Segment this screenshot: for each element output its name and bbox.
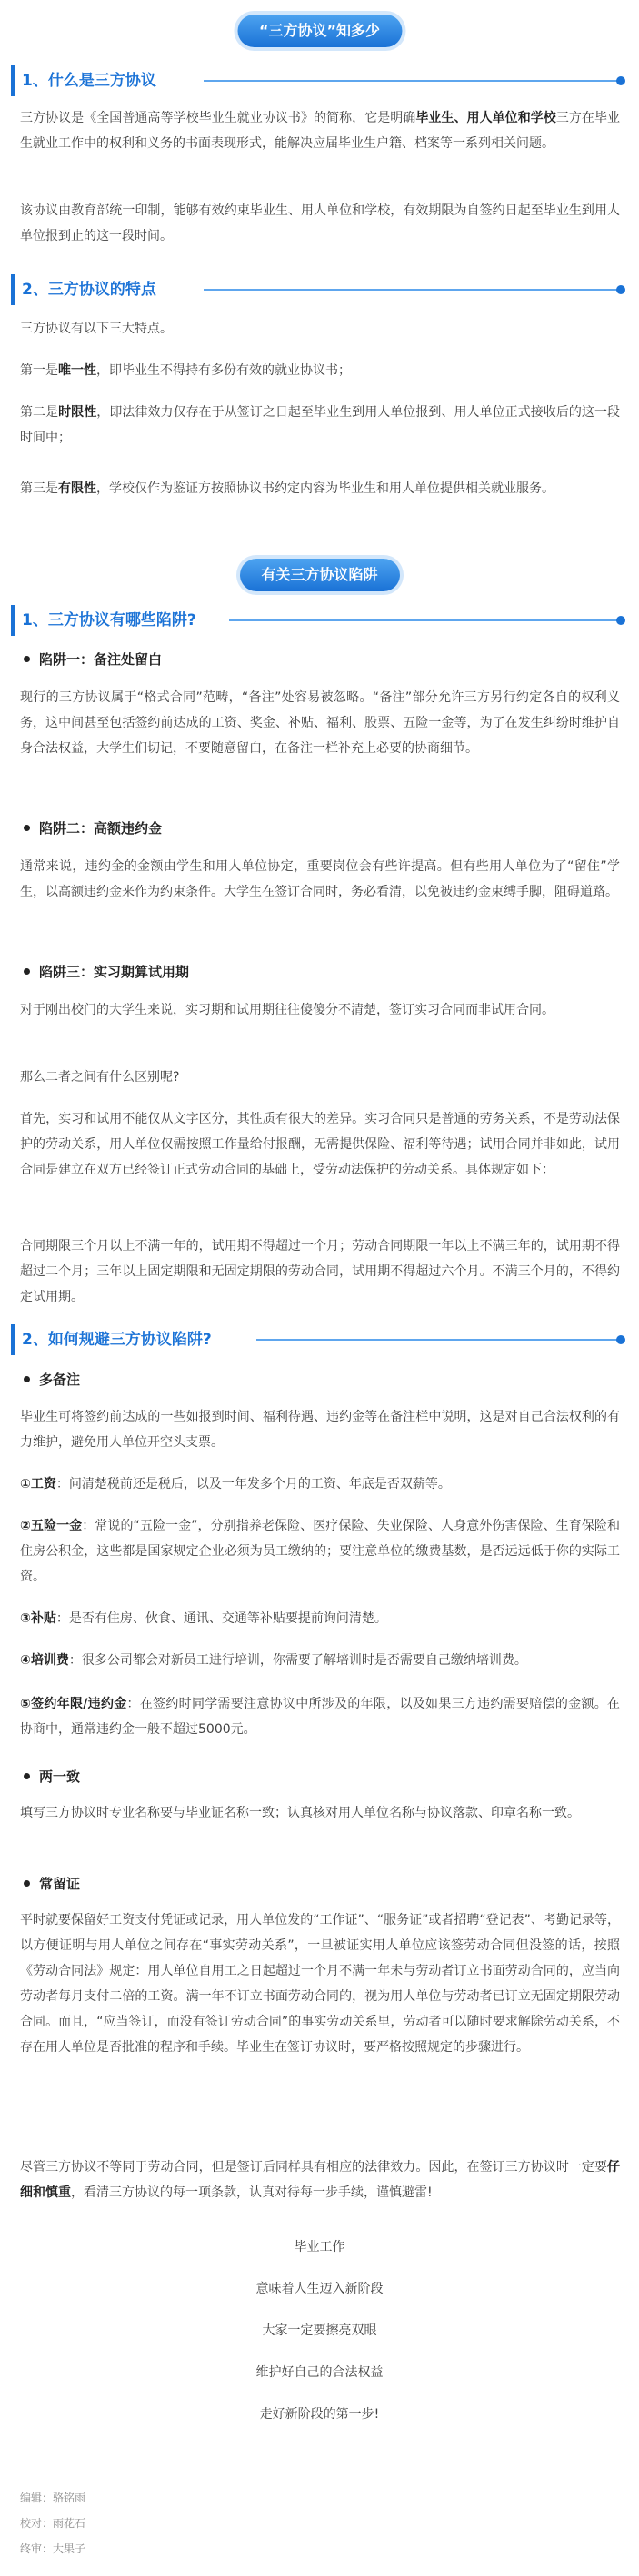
bullet-icon bbox=[24, 968, 30, 975]
paragraph: 三方协议有以下三大特点。 bbox=[20, 322, 173, 336]
bullet-icon bbox=[24, 825, 30, 831]
item-contract-term: ⑤签约年限/违约金：在签约时同学需要注意协议中所涉及的年限，以及如果三方违约需要赔偿的金额。在协商中，通常违约金一般不超过5000元。 bbox=[20, 1697, 621, 1737]
outro-line: 大家一定要擦亮双眼 bbox=[262, 2323, 377, 2338]
item-training: ④培训费：很多公司都会对新员工进行培训，你需要了解培训时是否需要自己缴纳培训费。 bbox=[20, 1653, 527, 1668]
paragraph: 对于刚出校门的大学生来说，实习期和试用期往往傻傻分不清楚，签订实习合同而非试用合同。 bbox=[20, 1003, 554, 1017]
outro-line: 意味着人生迈入新阶段 bbox=[255, 2282, 384, 2296]
paragraph: 合同期限三个月以上不满一年的，试用期不得超过一个月；劳动合同期限一年以上不满三年的，试用期不得超过二个月；三年以上固定期限和无固定期限的劳动合同，试用期不得超过六个月。不满三个月的，不得约定试用期。 bbox=[20, 1239, 620, 1304]
item-salary: ①工资：问清楚税前还是税后，以及一年发多个月的工资、年底是否双薪等。 bbox=[20, 1477, 451, 1491]
section-dot bbox=[616, 285, 625, 294]
paragraph: 三方协议是《全国普通高等学校毕业生就业协议书》的简称，它是明确毕业生、用人单位和学校三方在毕业生就业工作中的权利和义务的书面表现形式，能解决应届毕业生户籍、档案等一系列相关问题。 bbox=[20, 111, 621, 151]
bullet-icon bbox=[24, 1880, 30, 1887]
feature-time-limit: 第二是时限性，即法律效力仅存在于从签订之日起至毕业生到用人单位报到、用人单位正式接收后的这一段时间中； bbox=[20, 405, 621, 445]
paragraph: 毕业生可将签约前达成的一些如报到时间、福利待遇、违约金等在备注栏中说明，这是对自己合法权利的有力维护，避免用人单位开空头支票。 bbox=[20, 1410, 620, 1450]
closing-paragraph: 尽管三方协议不等同于劳动合同，但是签订后同样具有相应的法律效力。因此，在签订三方协议时一定要仔细和慎重，看清三方协议的每一项条款，认真对待每一步手续，谨慎避雷! bbox=[20, 2160, 620, 2200]
section-header-avoid bbox=[11, 1324, 631, 1355]
outro-line: 维护好自己的合法权益 bbox=[255, 2365, 384, 2380]
section-header-what-is bbox=[11, 65, 631, 96]
credit-proofreader: 校对：雨花石 bbox=[20, 2517, 86, 2530]
feature-uniqueness: 第一是唯一性，即毕业生不得持有多份有效的就业协议书； bbox=[20, 363, 351, 378]
section-dot bbox=[616, 1335, 625, 1344]
bullet-icon bbox=[24, 656, 30, 662]
feature-limitation: 第三是有限性，学校仅作为鉴证方按照协议书约定内容为毕业生和用人单位提供相关就业服务。 bbox=[20, 481, 554, 496]
section-bar bbox=[11, 274, 15, 305]
paragraph: 平时就要保留好工资支付凭证或记录，用人单位发的“工作证”、“服务证”或者招聘“登记表”、考勤记录等，以方便证明与用人单位之间存在“事实劳动关系”，一旦被证实用人单位应该签劳动合同但没签的话，按照《劳动合同法》规定：用人单位自用工之日起超过一个月不满一年未与劳动者订立书面劳动合同的，应当向劳动者每月支付二倍的工资。满一年不订立书面劳动合同的，视为用人单位与劳动者已订立无固定期限劳动合同。而且，“应当签订，而没有签订劳动合同”的事实劳动关系里，劳动者可以随时要求解除劳动关系，不存在用人单位是否批准的程序和手续。毕业生在签订协议时，要严格按照规定的步骤进行。 bbox=[20, 1913, 620, 2055]
section-line bbox=[256, 1339, 620, 1341]
traps-banner: 有关三方协议陷阱 bbox=[239, 559, 399, 591]
title-banner: “三方协议”知多少 bbox=[237, 15, 402, 47]
bullet-icon bbox=[24, 1376, 30, 1382]
section-header-features bbox=[11, 274, 631, 305]
section-title: 2、如何规避三方协议陷阱? bbox=[22, 1331, 212, 1349]
section-dot bbox=[616, 76, 625, 85]
section-line bbox=[204, 80, 620, 82]
section-bar bbox=[11, 65, 15, 96]
section-line bbox=[229, 619, 620, 621]
section-bar bbox=[11, 605, 15, 636]
paragraph: 首先，实习和试用不能仅从文字区分，其性质有很大的差异。实习合同只是普通的劳务关系，不是劳动法保护的劳动关系，用人单位仅需按照工作量给付报酬，无需提供保险、福利等待遇；试用合同并非如此，试用合同是建立在双方已经签订正式劳动合同的基础上，受劳动法保护的劳动关系。具体规定如下： bbox=[20, 1112, 620, 1177]
paragraph: 现行的三方协议属于“格式合同”范畴，“备注”处容易被忽略。“备注”部分允许三方另行约定各自的权利义务，这中间甚至包括签约前达成的工资、奖金、补贴、福利、股票、五险一金等，为了在发生纠纷时维护自身合法权益，大学生们切记，不要随意留白，在备注一栏补充上必要的协商细节。 bbox=[20, 690, 620, 756]
section-title: 1、三方协议有哪些陷阱? bbox=[22, 611, 196, 629]
tip-remarks-title: 多备注 bbox=[20, 1367, 620, 1392]
trap-1-title: 陷阱一：备注处留白 bbox=[20, 647, 620, 672]
outro-line: 毕业工作 bbox=[294, 2240, 345, 2254]
paragraph: 填写三方协议时专业名称要与毕业证名称一致；认真核对用人单位名称与协议落款、印章名称一致。 bbox=[20, 1806, 580, 1820]
credit-final-review: 终审：大果子 bbox=[20, 2542, 86, 2555]
tip-evidence-title: 常留证 bbox=[20, 1871, 620, 1897]
paragraph: 那么二者之间有什么区别呢? bbox=[20, 1070, 180, 1085]
section-title: 2、三方协议的特点 bbox=[22, 281, 156, 299]
paragraph: 通常来说，违约金的金额由学生和用人单位协定，重要岗位会有些许提高。但有些用人单位为了“留住”学生，以高额违约金来作为约束条件。大学生在签订合同时，务必看清，以免被违约金束缚手脚，阻碍道路。 bbox=[20, 859, 620, 899]
bullet-icon bbox=[24, 1773, 30, 1779]
tip-consistency-title: 两一致 bbox=[20, 1764, 620, 1789]
item-insurance: ②五险一金：常说的“五险一金”，分别指养老保险、医疗保险、失业保险、人身意外伤害保险、生育保险和住房公积金，这些都是国家规定企业必须为员工缴纳的；要注意单位的缴费基数，是否远远低于你的实际工资。 bbox=[20, 1519, 620, 1584]
section-title: 1、什么是三方协议 bbox=[22, 72, 156, 90]
paragraph: 该协议由教育部统一印制，能够有效约束毕业生、用人单位和学校，有效期限为自签约日起至毕业生到用人单位报到止的这一段时间。 bbox=[20, 203, 620, 243]
credit-editor: 编辑：骆铭雨 bbox=[20, 2492, 86, 2504]
outro-line: 走好新阶段的第一步! bbox=[259, 2407, 380, 2422]
section-line bbox=[204, 289, 620, 291]
section-bar bbox=[11, 1324, 15, 1355]
trap-2-title: 陷阱二：高额违约金 bbox=[20, 816, 620, 841]
trap-3-title: 陷阱三：实习期算试用期 bbox=[20, 959, 620, 985]
section-dot bbox=[616, 616, 625, 625]
item-allowance: ③补贴：是否有住房、伙食、通讯、交通等补贴要提前询问清楚。 bbox=[20, 1611, 387, 1626]
section-header-traps bbox=[11, 605, 631, 636]
